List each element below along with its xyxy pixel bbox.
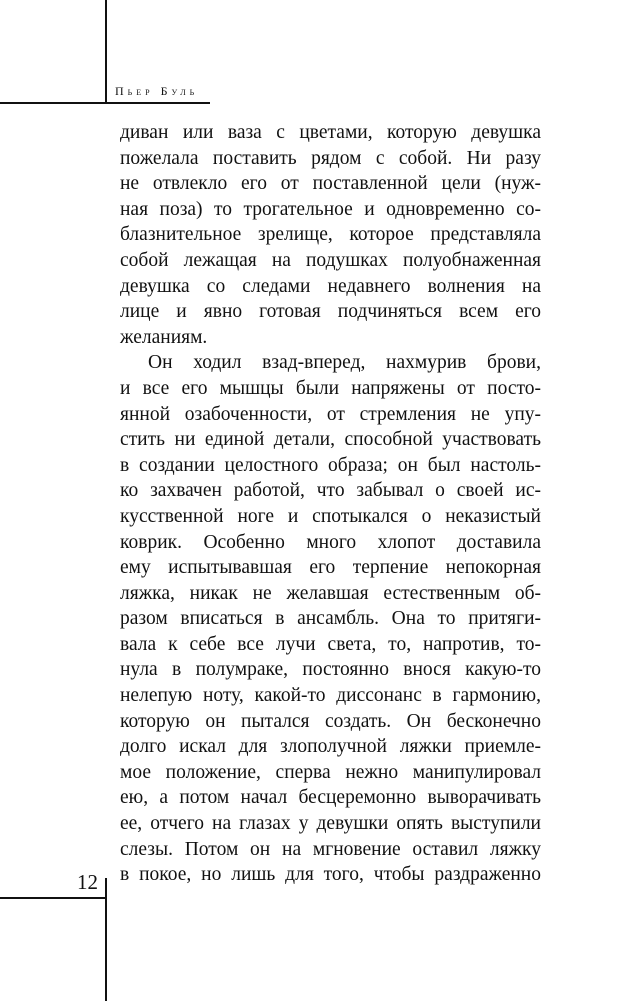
page-number: 12 — [77, 870, 98, 894]
footer-rule — [0, 897, 107, 899]
text-line: в покое, но лишь для того, чтобы раздраженно — [120, 864, 541, 886]
text-line: нелепую ноту, какой-то диссонанс в гармонию, — [120, 685, 541, 707]
text-line: кусственной ноге и спотыкался о неказистый — [120, 505, 541, 527]
bottom-vertical-rule — [105, 878, 107, 1001]
text-line: пожелала поставить рядом с собой. Ни разу — [120, 147, 541, 169]
text-line: Он ходил взад-вперед, нахмурив брови, — [148, 352, 541, 374]
text-line: в создании целостного образа; он был настоль- — [120, 454, 541, 476]
text-line: стить ни единой детали, способной участвовать — [120, 429, 541, 451]
text-line: блазнительное зрелище, которое представляла — [120, 224, 541, 246]
text-line: которую он пытался создать. Он бесконечно — [120, 710, 541, 732]
text-line: долго искал для злополучной ляжки приемле- — [120, 736, 541, 758]
text-line: разом вписаться в ансамбль. Она то притяги- — [120, 608, 541, 630]
running-head: Пьер Буль — [115, 84, 199, 98]
text-line: янной озабоченности, от стремления не упу- — [120, 403, 541, 425]
header-rule — [0, 102, 210, 104]
text-line: коврик. Особенно много хлопот доставила — [120, 531, 541, 553]
text-line: ею, а потом начал бесцеремонно выворачивать — [120, 787, 541, 809]
text-line: слезы. Потом он на мгновение оставил ляжку — [120, 838, 541, 860]
text-line: ее, отчего на глазах у девушки опять выступили — [120, 813, 541, 835]
text-line: девушка со следами недавнего волнения на — [120, 275, 541, 297]
text-line: не отвлекло его от поставленной цели (нуж- — [120, 173, 541, 195]
text-line: нула в полумраке, постоянно внося какую-то — [120, 659, 541, 681]
text-line: желаниям. — [120, 326, 208, 348]
text-line: ляжка, никак не желавшая естественным об- — [120, 582, 541, 604]
text-line: собой лежащая на подушках полуобнаженная — [120, 249, 541, 271]
text-line: мое положение, сперва нежно манипулировал — [120, 761, 541, 783]
text-line: ему испытывавшая его терпение непокорная — [120, 557, 541, 579]
text-line: диван или ваза с цветами, которую девушка — [120, 122, 541, 143]
top-vertical-rule — [105, 0, 107, 103]
text-line: ко захвачен работой, что забывал о своей ис- — [120, 480, 541, 502]
text-line: и все его мышцы были напряжены от посто- — [120, 377, 541, 399]
text-line: ная поза) то трогательное и одновременно со- — [120, 198, 541, 220]
body-text — [120, 120, 541, 888]
text-line: лице и явно готовая подчиняться всем его — [120, 301, 541, 323]
text-line: вала к себе все лучи света, то, напротив, то- — [120, 633, 541, 655]
